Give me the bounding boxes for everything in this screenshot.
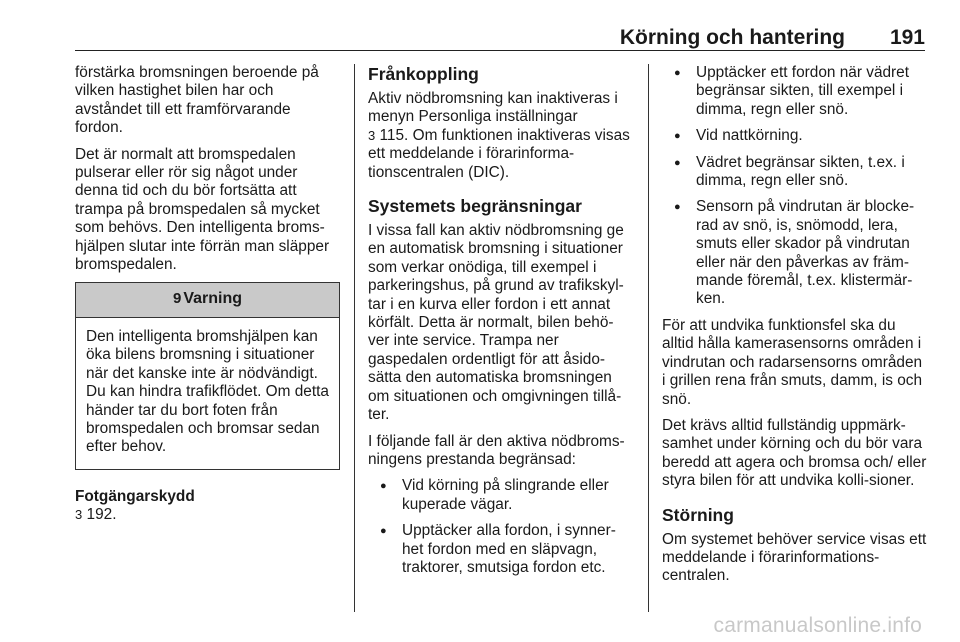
section-heading-systemets-begransningar: Systemets begränsningar [368, 196, 582, 217]
reference-arrow-icon: 3 [368, 127, 376, 143]
section-heading-fotgangarskydd: Fotgängarskydd [75, 487, 195, 505]
paragraph: I vissa fall kan aktiv nödbromsning ge en automatisk bromsning i situationer som verkar onödiga, till exempel i parkeringshus, på grund av trafikskyl-tar i en kurva eller fordon i ett annat körfält. Detta är normalt, bilen behö-ver inte service. Trampa ner gaspedalen ordentligt för att åsido-sätta den automatiska bromsningen om situationen och omgivningen tillå-ter. [368, 222, 624, 424]
list-item: ● Upptäcker ett fordon när vädret begränsar sikten, till exempel i dimma, regn eller snö. [662, 64, 927, 119]
warning-title: Varning [183, 290, 243, 308]
paragraph: Det är normalt att bromspedalen pulserar eller rör sig något under denna tid och du bör fortsätta att trampa på bromspedalen så mycket som behövs. Den intelligenta broms-hjälpen slutar inte förrän man släpper bromspedalen. [75, 145, 330, 274]
list-item: ● Vid nattkörning. [662, 127, 927, 145]
column-middle [368, 64, 633, 585]
column-divider-1 [354, 64, 355, 612]
list-item: ● Vädret begränsar sikten, t.ex. i dimma, regn eller snö. [662, 154, 927, 191]
column-divider-2 [648, 64, 649, 612]
paragraph-text: Aktiv nödbromsning kan inaktiveras i menyn Personliga inställningar [368, 90, 618, 126]
reference-text: 192. [86, 506, 117, 524]
bullet-list [368, 477, 633, 577]
list-item: ● Sensorn på vindrutan är blocke-rad av snö, is, snömodd, lera, smuts eller skador på vindrutan eller när den påverkas av främ-mande föremål, t.ex. klistermär-ken. [662, 198, 927, 308]
warning-body: Den intelligenta bromshjälpen kan öka bilens bromsning i situationer när det kanske inte är nödvändigt. Du kan hindra trafikflödet. Om detta händer tar du bort foten från bromspedalen och bromsar sedan efter behov. [86, 327, 329, 456]
page-header [75, 22, 925, 51]
paragraph: För att undvika funktionsfel ska du alltid hålla kamerasensorns områden i vindrutan och radarsensorns områden i grillen rena från smuts, damm, is och snö. [662, 316, 923, 408]
watermark: carmanualsonline.info [713, 614, 922, 637]
column-right [662, 64, 927, 594]
list-item: ● Vid körning på slingrande eller kuperade vägar. [368, 477, 633, 514]
warning-header [76, 283, 339, 317]
paragraph: I följande fall är den aktiva nödbroms-ningens prestanda begränsad: [368, 432, 625, 468]
page-number: 191 [889, 26, 925, 49]
chapter-title: Körning och hantering [619, 26, 845, 49]
warning-icon: 9 [172, 290, 182, 308]
warning-box [75, 282, 340, 469]
reference-arrow-icon: 3 [75, 507, 83, 523]
page-reference[interactable] [75, 506, 340, 524]
bullet-list [662, 64, 927, 309]
column-left [75, 64, 340, 533]
paragraph: Det krävs alltid fullständig uppmärk-samhet under körning och du bör vara beredd att agera och bromsa och/ eller styra bilen för att undvika kolli-sioner. [662, 416, 927, 490]
list-item: ● Upptäcker alla fordon, i synner-het fordon med en släpvagn, traktorer, smutsiga fordon etc. [368, 522, 633, 577]
paragraph [368, 90, 633, 182]
paragraph: Om systemet behöver service visas ett meddelande i förarinformations-centralen. [662, 530, 927, 585]
section-heading-storning: Störning [662, 504, 734, 525]
section-heading-frankoppling: Frånkoppling [368, 64, 479, 84]
paragraph: förstärka bromsningen beroende på vilken hastighet bilen har och avståndet till ett framförvarande fordon. [75, 64, 319, 137]
paragraph-text: 115. Om funktionen inaktiveras visas ett meddelande i förarinforma-tionscentralen (DIC). [368, 126, 630, 181]
